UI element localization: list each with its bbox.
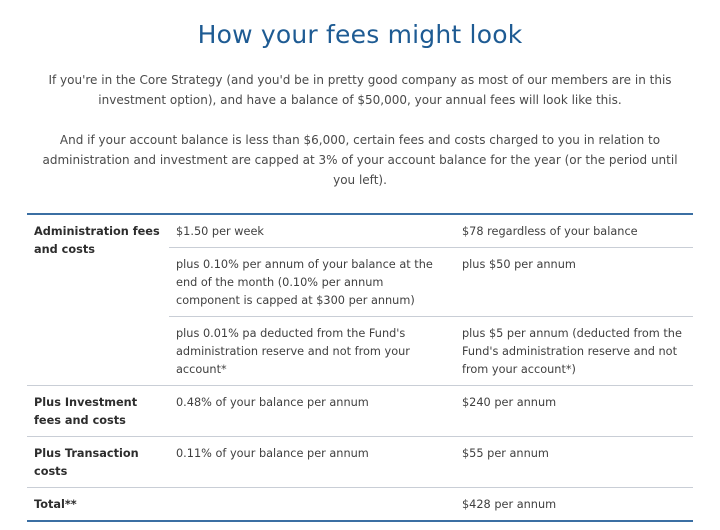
investment-fees-amount: $240 per annum xyxy=(455,386,693,437)
admin-reserve-amount: plus $5 per annum (deducted from the Fund's administration reserve and not from your account*) xyxy=(455,317,693,386)
total-amount: $428 per annum xyxy=(455,488,693,522)
cap-note-paragraph: And if your account balance is less than $6,000, certain fees and costs charged to you in relation to administration and investment are capped at 3% of your account balance for the year (or the period until you left). xyxy=(42,133,678,187)
fees-table xyxy=(27,213,693,522)
investment-fees-desc: 0.48% of your balance per annum xyxy=(169,386,455,437)
total-desc xyxy=(169,488,455,522)
table-row xyxy=(27,214,693,248)
page-title: How your fees might look xyxy=(197,20,523,49)
table-row xyxy=(27,386,693,437)
admin-percent-desc: plus 0.10% per annum of your balance at the end of the month (0.10% per annum component is capped at $300 per annum) xyxy=(169,248,455,317)
transaction-costs-amount: $55 per annum xyxy=(455,437,693,488)
admin-fee-amount: $78 regardless of your balance xyxy=(462,225,638,238)
intro-paragraph: If you're in the Core Strategy (and you'd be in pretty good company as most of our members are in this investment option), and have a balance of $50,000, your annual fees will look like this. xyxy=(48,73,672,107)
admin-fees-label: Administration fees and costs xyxy=(34,225,160,256)
admin-percent-amount: plus $50 per annum xyxy=(455,248,693,317)
transaction-costs-desc: 0.11% of your balance per annum xyxy=(169,437,455,488)
table-row xyxy=(27,437,693,488)
transaction-costs-label: Plus Transaction costs xyxy=(27,437,169,488)
investment-fees-label: Plus Investment fees and costs xyxy=(27,386,169,437)
table-row xyxy=(27,488,693,522)
admin-reserve-desc: plus 0.01% pa deducted from the Fund's administration reserve and not from your account* xyxy=(169,317,455,386)
admin-fee-desc: $1.50 per week xyxy=(176,225,264,238)
total-label: Total** xyxy=(27,488,169,522)
